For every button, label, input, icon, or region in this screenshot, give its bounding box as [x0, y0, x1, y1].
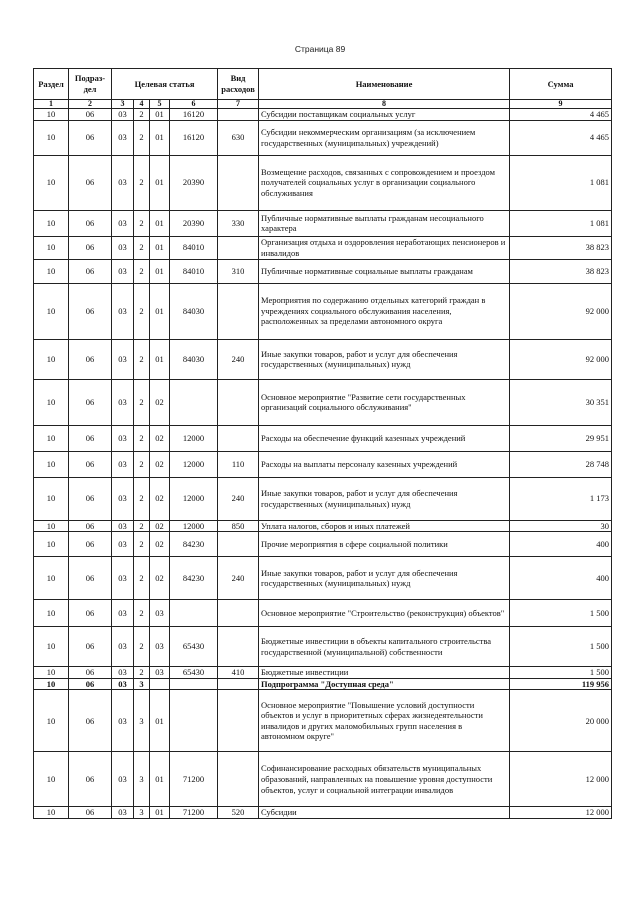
cell-celevaya-4 [170, 678, 218, 690]
cell-celevaya-2: 3 [134, 690, 150, 752]
cell-summa: 119 956 [510, 678, 612, 690]
cell-naimenovanie: Прочие мероприятия в сфере социальной политики [259, 532, 510, 557]
cell-celevaya-1: 03 [112, 339, 134, 379]
cell-summa: 29 951 [510, 425, 612, 451]
table-row [34, 690, 612, 752]
cell-razdel: 10 [34, 236, 69, 259]
cell-celevaya-4: 65430 [170, 667, 218, 679]
cell-razdel: 10 [34, 210, 69, 236]
cell-celevaya-3: 01 [150, 690, 170, 752]
cell-vid-rashodov [218, 752, 259, 807]
cell-celevaya-3: 02 [150, 532, 170, 557]
cell-vid-rashodov: 520 [218, 807, 259, 819]
cell-razdel: 10 [34, 109, 69, 121]
cell-summa: 400 [510, 532, 612, 557]
col-number: 6 [170, 100, 218, 109]
cell-summa: 38 823 [510, 236, 612, 259]
cell-naimenovanie: Мероприятия по содержанию отдельных категорий граждан в учреждениях социального обслуживания населения, расположенных за пределами автономного округа [259, 283, 510, 339]
cell-razdel: 10 [34, 600, 69, 627]
cell-razdel: 10 [34, 283, 69, 339]
cell-celevaya-2: 2 [134, 477, 150, 520]
cell-celevaya-3: 01 [150, 109, 170, 121]
cell-celevaya-1: 03 [112, 283, 134, 339]
cell-celevaya-3: 02 [150, 520, 170, 532]
cell-celevaya-2: 2 [134, 532, 150, 557]
cell-celevaya-4: 12000 [170, 477, 218, 520]
cell-celevaya-1: 03 [112, 236, 134, 259]
cell-podrazdel: 06 [69, 557, 112, 600]
cell-vid-rashodov: 330 [218, 210, 259, 236]
table-row [34, 752, 612, 807]
cell-summa: 1 500 [510, 600, 612, 627]
cell-summa: 400 [510, 557, 612, 600]
header-vid-rashodov: Вид расходов [218, 69, 259, 100]
table-row [34, 236, 612, 259]
col-number: 9 [510, 100, 612, 109]
cell-celevaya-3: 01 [150, 807, 170, 819]
cell-celevaya-2: 2 [134, 451, 150, 477]
cell-razdel: 10 [34, 379, 69, 425]
cell-podrazdel: 06 [69, 236, 112, 259]
cell-celevaya-3: 02 [150, 425, 170, 451]
cell-celevaya-1: 03 [112, 557, 134, 600]
cell-celevaya-4: 84010 [170, 259, 218, 283]
cell-celevaya-1: 03 [112, 667, 134, 679]
cell-razdel: 10 [34, 155, 69, 210]
table-row [34, 259, 612, 283]
cell-naimenovanie: Организация отдыха и оздоровления неработающих пенсионеров и инвалидов [259, 236, 510, 259]
table-row [34, 120, 612, 155]
cell-celevaya-3: 03 [150, 667, 170, 679]
cell-celevaya-3: 01 [150, 155, 170, 210]
cell-celevaya-4: 71200 [170, 752, 218, 807]
cell-podrazdel: 06 [69, 667, 112, 679]
cell-celevaya-4: 16120 [170, 120, 218, 155]
cell-naimenovanie: Публичные нормативные социальные выплаты гражданам [259, 259, 510, 283]
header-razdel: Раздел [34, 69, 69, 100]
cell-celevaya-2: 2 [134, 236, 150, 259]
cell-podrazdel: 06 [69, 339, 112, 379]
cell-celevaya-4: 84030 [170, 339, 218, 379]
cell-podrazdel: 06 [69, 155, 112, 210]
cell-celevaya-2: 2 [134, 120, 150, 155]
col-number: 3 [112, 100, 134, 109]
cell-razdel: 10 [34, 678, 69, 690]
cell-podrazdel: 06 [69, 259, 112, 283]
cell-celevaya-3: 02 [150, 379, 170, 425]
cell-celevaya-1: 03 [112, 627, 134, 667]
cell-celevaya-4 [170, 600, 218, 627]
cell-celevaya-1: 03 [112, 210, 134, 236]
table-row [34, 210, 612, 236]
header-naimenovanie: Наименование [259, 69, 510, 100]
table-row [34, 283, 612, 339]
cell-vid-rashodov [218, 379, 259, 425]
table-row [34, 477, 612, 520]
cell-razdel: 10 [34, 752, 69, 807]
cell-celevaya-3: 03 [150, 600, 170, 627]
cell-naimenovanie: Бюджетные инвестиции [259, 667, 510, 679]
cell-naimenovanie: Бюджетные инвестиции в объекты капитального строительства государственной (муниципальной) собственности [259, 627, 510, 667]
cell-podrazdel: 06 [69, 283, 112, 339]
cell-summa: 1 500 [510, 627, 612, 667]
cell-summa: 4 465 [510, 109, 612, 121]
cell-celevaya-3: 01 [150, 120, 170, 155]
cell-celevaya-2: 2 [134, 109, 150, 121]
header-podrazdel: Подраз-дел [69, 69, 112, 100]
cell-summa: 4 465 [510, 120, 612, 155]
cell-celevaya-2: 2 [134, 425, 150, 451]
cell-vid-rashodov [218, 109, 259, 121]
cell-vid-rashodov: 410 [218, 667, 259, 679]
cell-celevaya-3: 01 [150, 283, 170, 339]
cell-naimenovanie: Иные закупки товаров, работ и услуг для обеспечения государственных (муниципальных) нужд [259, 477, 510, 520]
cell-naimenovanie: Подпрограмма "Доступная среда" [259, 678, 510, 690]
table-row [34, 155, 612, 210]
cell-naimenovanie: Субсидии [259, 807, 510, 819]
cell-celevaya-1: 03 [112, 155, 134, 210]
cell-celevaya-3: 01 [150, 210, 170, 236]
cell-celevaya-2: 2 [134, 627, 150, 667]
cell-celevaya-2: 2 [134, 155, 150, 210]
cell-celevaya-3: 01 [150, 339, 170, 379]
cell-summa: 12 000 [510, 807, 612, 819]
cell-celevaya-2: 2 [134, 259, 150, 283]
cell-naimenovanie: Расходы на обеспечение функций казенных учреждений [259, 425, 510, 451]
cell-summa: 30 351 [510, 379, 612, 425]
cell-podrazdel: 06 [69, 120, 112, 155]
cell-naimenovanie: Субсидии некоммерческим организациям (за исключением государственных (муниципальных) учреждений) [259, 120, 510, 155]
cell-celevaya-4 [170, 690, 218, 752]
col-number: 5 [150, 100, 170, 109]
cell-summa: 92 000 [510, 283, 612, 339]
cell-celevaya-3: 01 [150, 236, 170, 259]
cell-vid-rashodov [218, 236, 259, 259]
cell-podrazdel: 06 [69, 520, 112, 532]
cell-vid-rashodov: 240 [218, 477, 259, 520]
cell-vid-rashodov: 850 [218, 520, 259, 532]
cell-celevaya-2: 2 [134, 379, 150, 425]
cell-naimenovanie: Уплата налогов, сборов и иных платежей [259, 520, 510, 532]
cell-razdel: 10 [34, 532, 69, 557]
cell-vid-rashodov: 630 [218, 120, 259, 155]
cell-celevaya-2: 2 [134, 667, 150, 679]
cell-vid-rashodov: 240 [218, 557, 259, 600]
cell-podrazdel: 06 [69, 627, 112, 667]
cell-podrazdel: 06 [69, 210, 112, 236]
cell-celevaya-2: 2 [134, 283, 150, 339]
cell-celevaya-1: 03 [112, 477, 134, 520]
table-row [34, 532, 612, 557]
cell-celevaya-4: 71200 [170, 807, 218, 819]
cell-summa: 20 000 [510, 690, 612, 752]
cell-razdel: 10 [34, 557, 69, 600]
cell-summa: 38 823 [510, 259, 612, 283]
table-row [34, 379, 612, 425]
cell-razdel: 10 [34, 120, 69, 155]
cell-celevaya-4: 84030 [170, 283, 218, 339]
cell-razdel: 10 [34, 259, 69, 283]
header-summa: Сумма [510, 69, 612, 100]
cell-celevaya-1: 03 [112, 690, 134, 752]
table-row [34, 667, 612, 679]
cell-podrazdel: 06 [69, 532, 112, 557]
cell-vid-rashodov [218, 627, 259, 667]
cell-celevaya-1: 03 [112, 752, 134, 807]
table-row [34, 451, 612, 477]
cell-summa: 12 000 [510, 752, 612, 807]
col-number: 4 [134, 100, 150, 109]
cell-celevaya-1: 03 [112, 259, 134, 283]
col-number: 2 [69, 100, 112, 109]
cell-celevaya-2: 3 [134, 752, 150, 807]
table-row [34, 627, 612, 667]
cell-razdel: 10 [34, 339, 69, 379]
cell-celevaya-4 [170, 379, 218, 425]
cell-podrazdel: 06 [69, 600, 112, 627]
cell-podrazdel: 06 [69, 379, 112, 425]
cell-summa: 92 000 [510, 339, 612, 379]
cell-celevaya-1: 03 [112, 520, 134, 532]
table-row [34, 109, 612, 121]
cell-celevaya-1: 03 [112, 120, 134, 155]
cell-celevaya-3: 02 [150, 477, 170, 520]
cell-celevaya-3 [150, 678, 170, 690]
cell-celevaya-1: 03 [112, 600, 134, 627]
header-celevaya-statya: Целевая статья [112, 69, 218, 100]
cell-celevaya-4: 12000 [170, 451, 218, 477]
cell-vid-rashodov [218, 678, 259, 690]
cell-vid-rashodov [218, 155, 259, 210]
cell-razdel: 10 [34, 451, 69, 477]
table-row [34, 678, 612, 690]
cell-celevaya-4: 84230 [170, 557, 218, 600]
cell-celevaya-2: 3 [134, 807, 150, 819]
cell-celevaya-2: 2 [134, 339, 150, 379]
cell-naimenovanie: Основное мероприятие "Повышение условий доступности объектов и услуг в приоритетных сферах жизнедеятельности инвалидов и других маломобильных групп населения в автономном округе" [259, 690, 510, 752]
cell-naimenovanie: Субсидии поставщикам социальных услуг [259, 109, 510, 121]
cell-celevaya-4: 65430 [170, 627, 218, 667]
cell-vid-rashodov [218, 532, 259, 557]
cell-celevaya-1: 03 [112, 807, 134, 819]
cell-razdel: 10 [34, 690, 69, 752]
cell-podrazdel: 06 [69, 477, 112, 520]
cell-naimenovanie: Расходы на выплаты персоналу казенных учреждений [259, 451, 510, 477]
cell-naimenovanie: Софинансирование расходных обязательств муниципальных образований, направленных на повышение уровня доступности объектов, услуг и социальной интеграции инвалидов [259, 752, 510, 807]
cell-celevaya-1: 03 [112, 678, 134, 690]
table-row [34, 425, 612, 451]
cell-celevaya-4: 84010 [170, 236, 218, 259]
cell-naimenovanie: Иные закупки товаров, работ и услуг для обеспечения государственных (муниципальных) нужд [259, 557, 510, 600]
cell-celevaya-2: 2 [134, 600, 150, 627]
cell-celevaya-2: 3 [134, 678, 150, 690]
cell-naimenovanie: Основное мероприятие "Строительство (реконструкция) объектов" [259, 600, 510, 627]
page-label: Страница 89 [294, 44, 346, 54]
col-number: 8 [259, 100, 510, 109]
cell-naimenovanie: Возмещение расходов, связанных с сопровождением и проездом получателей социальных услуг в организации социального обслуживания [259, 155, 510, 210]
cell-podrazdel: 06 [69, 109, 112, 121]
cell-vid-rashodov [218, 283, 259, 339]
table-body [34, 109, 612, 819]
cell-celevaya-3: 02 [150, 557, 170, 600]
cell-celevaya-3: 01 [150, 259, 170, 283]
table-row [34, 520, 612, 532]
col-number: 1 [34, 100, 69, 109]
cell-celevaya-1: 03 [112, 425, 134, 451]
cell-podrazdel: 06 [69, 807, 112, 819]
cell-celevaya-4: 20390 [170, 210, 218, 236]
cell-celevaya-2: 2 [134, 557, 150, 600]
cell-razdel: 10 [34, 627, 69, 667]
cell-celevaya-4: 20390 [170, 155, 218, 210]
cell-celevaya-1: 03 [112, 109, 134, 121]
cell-celevaya-1: 03 [112, 451, 134, 477]
budget-table [33, 68, 612, 819]
cell-razdel: 10 [34, 807, 69, 819]
cell-vid-rashodov: 310 [218, 259, 259, 283]
cell-summa: 1 173 [510, 477, 612, 520]
cell-summa: 30 [510, 520, 612, 532]
cell-celevaya-1: 03 [112, 379, 134, 425]
cell-podrazdel: 06 [69, 451, 112, 477]
cell-razdel: 10 [34, 667, 69, 679]
cell-celevaya-4: 12000 [170, 425, 218, 451]
cell-vid-rashodov: 240 [218, 339, 259, 379]
cell-podrazdel: 06 [69, 752, 112, 807]
cell-summa: 1 500 [510, 667, 612, 679]
table-row [34, 600, 612, 627]
cell-naimenovanie: Основное мероприятие "Развитие сети государственных организаций социального обслуживания" [259, 379, 510, 425]
cell-naimenovanie: Иные закупки товаров, работ и услуг для обеспечения государственных (муниципальных) нужд [259, 339, 510, 379]
col-number: 7 [218, 100, 259, 109]
cell-celevaya-2: 2 [134, 210, 150, 236]
cell-celevaya-1: 03 [112, 532, 134, 557]
cell-celevaya-4: 84230 [170, 532, 218, 557]
cell-celevaya-3: 02 [150, 451, 170, 477]
cell-vid-rashodov: 110 [218, 451, 259, 477]
cell-celevaya-2: 2 [134, 520, 150, 532]
cell-celevaya-3: 03 [150, 627, 170, 667]
cell-summa: 1 081 [510, 210, 612, 236]
cell-celevaya-3: 01 [150, 752, 170, 807]
cell-razdel: 10 [34, 425, 69, 451]
cell-summa: 1 081 [510, 155, 612, 210]
cell-podrazdel: 06 [69, 425, 112, 451]
header-row [34, 69, 612, 100]
cell-vid-rashodov [218, 690, 259, 752]
table-row [34, 557, 612, 600]
cell-razdel: 10 [34, 477, 69, 520]
cell-celevaya-4: 12000 [170, 520, 218, 532]
cell-podrazdel: 06 [69, 690, 112, 752]
column-number-row [34, 100, 612, 109]
table-row [34, 339, 612, 379]
cell-vid-rashodov [218, 425, 259, 451]
table-row [34, 807, 612, 819]
cell-vid-rashodov [218, 600, 259, 627]
cell-podrazdel: 06 [69, 678, 112, 690]
cell-razdel: 10 [34, 520, 69, 532]
cell-naimenovanie: Публичные нормативные выплаты гражданам несоциального характера [259, 210, 510, 236]
cell-summa: 28 748 [510, 451, 612, 477]
cell-celevaya-4: 16120 [170, 109, 218, 121]
